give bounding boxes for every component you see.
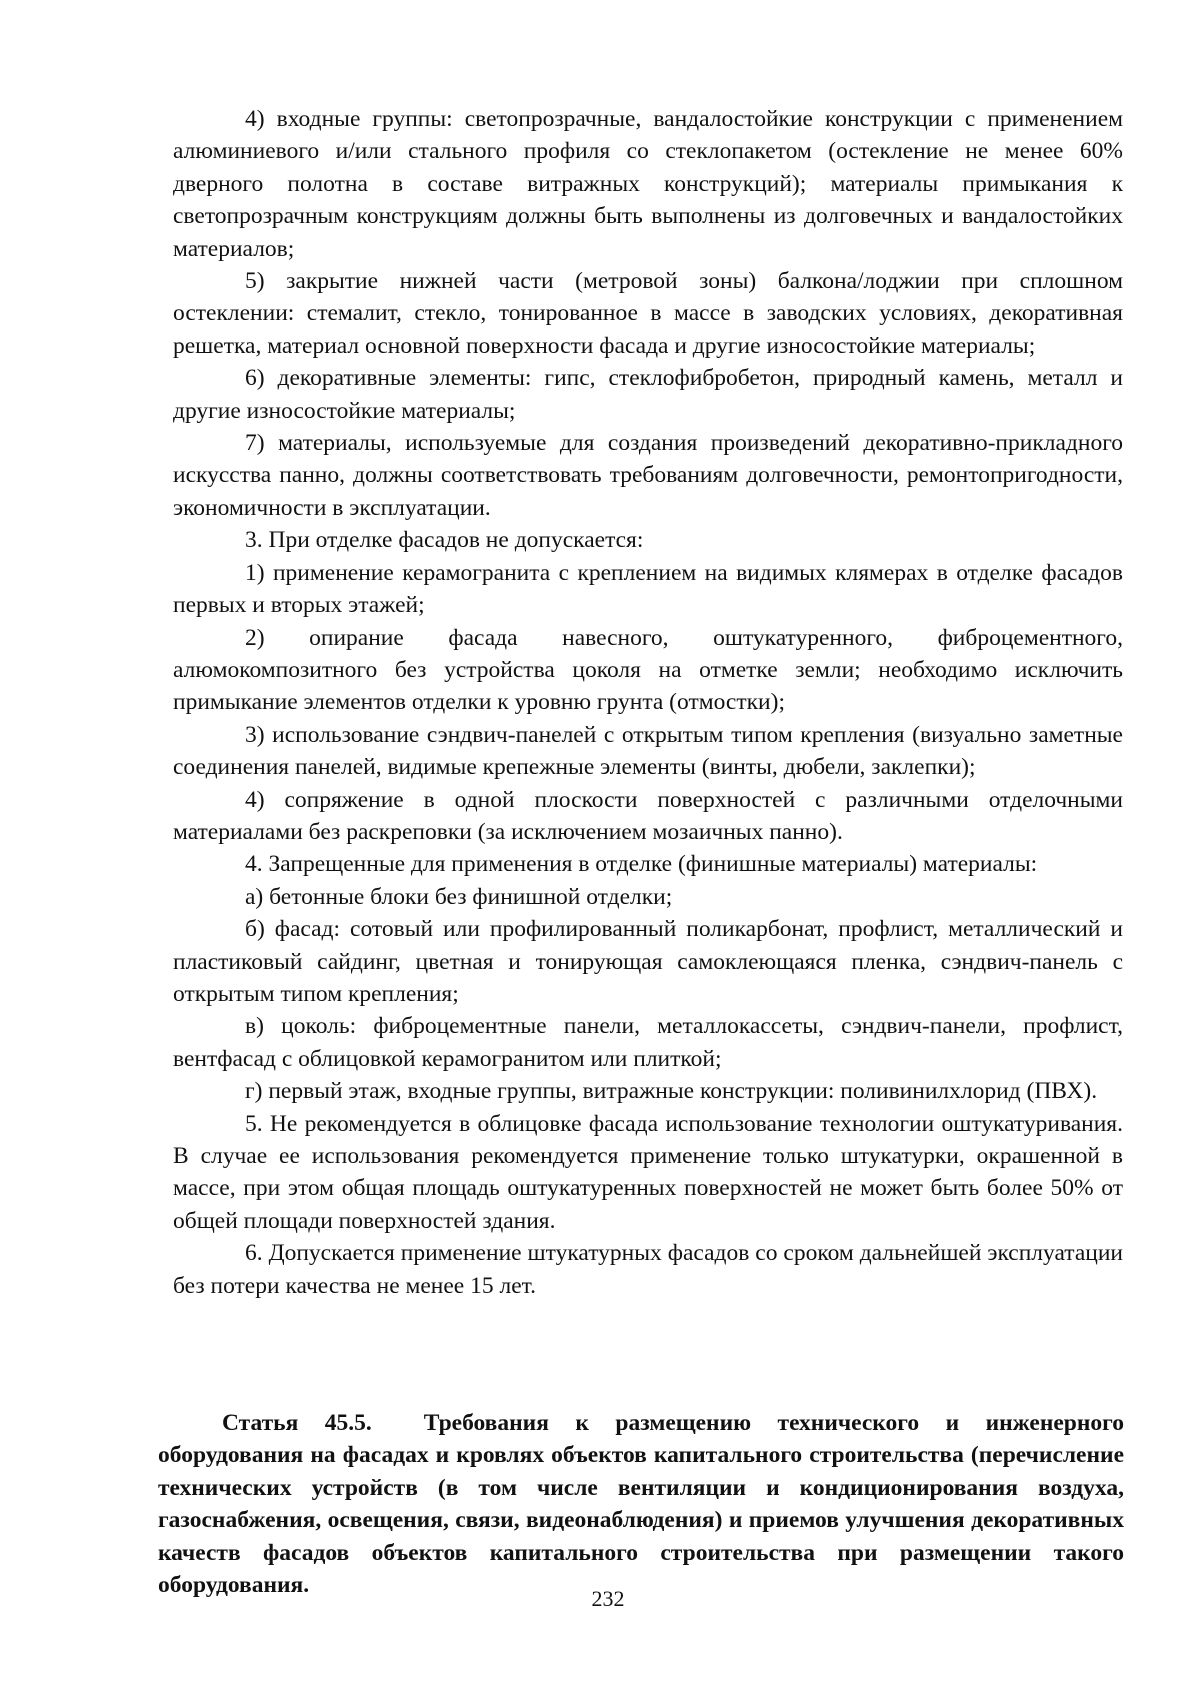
paragraph-4-entrance-groups: 4) входные группы: светопрозрачные, вандалостойкие конструкции с применением алюминиевого и/или стального профиля со стеклопакетом (остекление не менее 60% дверного полотна в составе витражных конструкций); материалы примыкания к светопрозрачным конструкциям должны быть выполнены из долговечных и вандалостойких материалов; bbox=[173, 106, 1123, 262]
article-title: Требования к размещению технического и инженерного оборудования на фасадах и кровлях объектов капитального строительства (перечисление технических устройств (в том числе вентиляции и кондиционирования воздуха, газоснабжения, освещения, связи, видеонаблюдения) и приемов улучшения декоративных качеств фасадов объектов капитального строительства при размещении такого оборудования. bbox=[158, 1410, 1124, 1599]
prohibition-item-3: 3) использование сэндвич-панелей с открытым типом крепления (визуально заметные соединения панелей, видимые крепежные элементы (винты, дюбели, заклепки); bbox=[173, 721, 1123, 781]
article-heading bbox=[158, 1407, 1124, 1601]
prohibition-item-2: 2) опирание фасада навесного, оштукатуренного, фиброцементного, алюмокомпозитного без устройства цоколя на отметке земли; необходимо исключить примыкание элементов отделки к уровню грунта (отмостки); bbox=[173, 624, 1123, 716]
section-4-heading: 4. Запрещенные для применения в отделке (финишные материалы) материалы: bbox=[245, 851, 1038, 878]
page-number: 232 bbox=[591, 1586, 625, 1611]
section-3-heading: 3. При отделке фасадов не допускается: bbox=[245, 527, 644, 554]
paragraph-5-balcony-closure: 5) закрытие нижней части (метровой зоны) балкона/лоджии при сплошном остеклении: стемалит, стекло, тонированное в массе в заводских условиях, декоративная решетка, материал основной поверхности фасада и другие износостойкие материалы; bbox=[173, 268, 1123, 359]
prohibition-item-4: 4) сопряжение в одной плоскости поверхностей с различными отделочными материалами без раскреповки (за исключением мозаичных панно). bbox=[173, 786, 1123, 845]
prohibition-item-1: 1) применение керамогранита с креплением на видимых клямерах в отделке фасадов первых и вторых этажей; bbox=[173, 559, 1123, 619]
section-6-plaster-facades: 6. Допускается применение штукатурных фасадов со сроком дальнейшей эксплуатации без потери качества не менее 15 лет. bbox=[173, 1240, 1123, 1299]
forbidden-item-g: г) первый этаж, входные группы, витражные конструкции: поливинилхлорид (ПВХ). bbox=[245, 1078, 1098, 1105]
section-5-plaster: 5. Не рекомендуется в облицовке фасада использование технологии оштукатуривания. В случае ее использования рекомендуется применение только штукатурки, окрашенной в массе, при этом общая площадь оштукатуренных поверхностей не может быть более 50% от общей площади поверхностей здания. bbox=[173, 1110, 1123, 1234]
paragraph-7-decorative-art-materials: 7) материалы, используемые для создания произведений декоративно-прикладного искусства панно, должны соответствовать требованиям долговечности, ремонтопригодности, экономичности в эксплуатации. bbox=[173, 430, 1123, 521]
body-text bbox=[173, 103, 1123, 1302]
forbidden-item-a: а) бетонные блоки без финишной отделки; bbox=[245, 883, 673, 910]
forbidden-item-b: б) фасад: сотовый или профилированный поликарбонат, профлист, металлический и пластиковый сайдинг, цветная и тонирующая самоклеющаяся пленка, сэндвич-панель с открытым типом крепления; bbox=[173, 916, 1123, 1007]
paragraph-6-decorative-elements: 6) декоративные элементы: гипс, стеклофибробетон, природный камень, металл и другие износостойкие материалы; bbox=[173, 365, 1123, 424]
forbidden-item-v: в) цоколь: фиброцементные панели, металлокассеты, сэндвич-панели, профлист, вентфасад с облицовкой керамогранитом или плиткой; bbox=[173, 1013, 1123, 1072]
article-number: Статья 45.5. bbox=[222, 1410, 372, 1436]
